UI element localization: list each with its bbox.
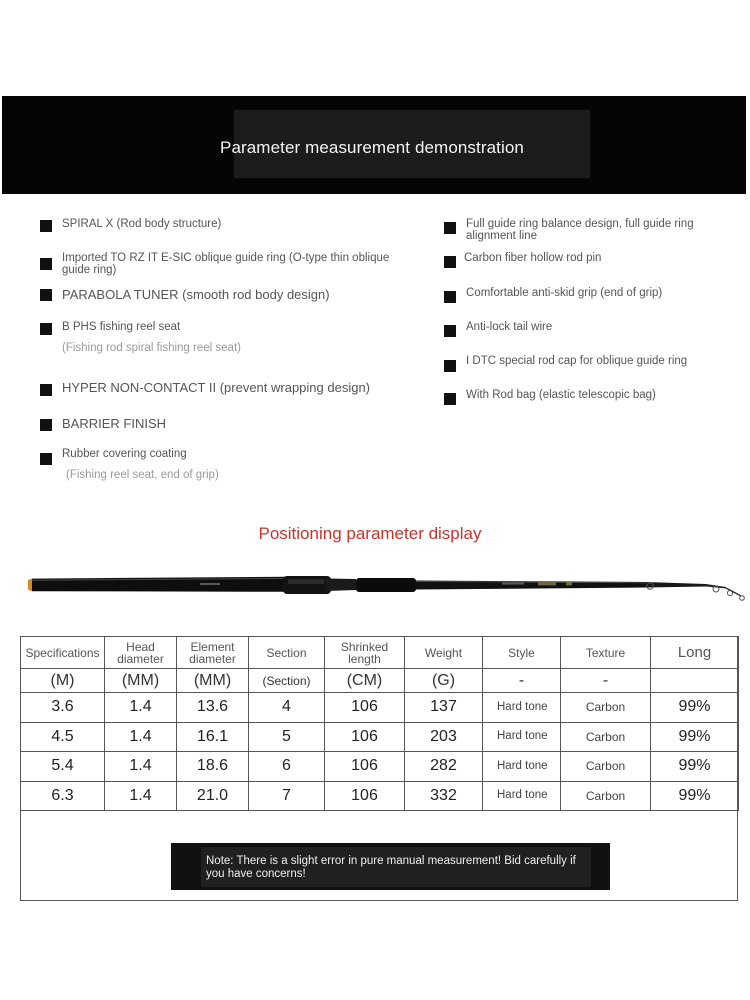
bullet-square-icon [40,220,52,232]
table-cell: 3.6 [21,693,105,723]
feature-text: Comfortable anti-skid grip (end of grip) [466,287,663,299]
feature-text: I DTC special rod cap for oblique guide ring [466,355,688,367]
table-row [21,752,739,782]
feature-text: Imported TO RZ IT E-SIC oblique guide ring (O-type thin oblique guide ring) [62,252,390,276]
bullet-square-icon [444,360,456,372]
table-cell: 18.6 [177,752,249,782]
feature-left-1 [40,218,420,232]
table-cell: Carbon [561,722,651,752]
table-cell: Hard tone [483,781,561,811]
page-title: Parameter measurement demonstration [220,138,524,157]
feature-left-7 [40,448,420,465]
table-row [21,781,739,811]
feature-right-4 [444,321,724,337]
table-cell: 106 [325,752,405,782]
table-unit-row [21,669,739,693]
table-cell: 1.4 [105,781,177,811]
table-cell: 6 [249,752,325,782]
table-cell: Carbon [561,781,651,811]
feature-text: Full guide ring balance design, full guide ring alignment line [466,218,694,242]
bullet-square-icon [40,384,52,396]
column-header: Long [651,637,739,669]
table-cell: 4 [249,693,325,723]
table-cell: 99% [651,781,739,811]
note-text: Note: There is a slight error in pure manual measurement! Bid carefully if you have concerns! [206,855,576,880]
unit-cell: (MM) [177,669,249,693]
table-cell: 99% [651,752,739,782]
table-cell: 203 [405,722,483,752]
rod-guide-ring [740,596,745,601]
unit-cell: (MM) [105,669,177,693]
table-cell: 5 [249,722,325,752]
feature-text: HYPER NON-CONTACT II (prevent wrapping design) [62,380,371,395]
feature-text: Carbon fiber hollow rod pin [464,252,602,264]
table-row [21,693,739,723]
unit-cell: (CM) [325,669,405,693]
table-cell: 1.4 [105,722,177,752]
table-cell: 332 [405,781,483,811]
table-cell: 4.5 [21,722,105,752]
feature-right-3 [444,287,724,303]
feature-left-2 [40,252,420,276]
feature-subtext: (Fishing rod spiral fishing reel seat) [62,342,241,354]
bullet-square-icon [444,256,456,268]
bullet-square-icon [40,453,52,465]
table-cell: 99% [651,693,739,723]
feature-text: Anti-lock tail wire [466,321,553,333]
table-cell: Carbon [561,752,651,782]
table-header-row [21,637,739,669]
bullet-square-icon [40,323,52,335]
table-cell: 13.6 [177,693,249,723]
table-cell: 5.4 [21,752,105,782]
column-header: Weight [405,637,483,669]
fishing-rod-image [26,560,748,610]
feature-right-1 [444,218,719,242]
table-row [21,722,739,752]
column-header: Texture [561,637,651,669]
spec-table [20,636,739,811]
feature-text: Rubber covering coating [62,448,187,460]
bullet-square-icon [40,419,52,431]
column-header: Specifications [21,637,105,669]
table-cell: 137 [405,693,483,723]
feature-right-2 [444,252,724,268]
table-cell: 282 [405,752,483,782]
feature-text: PARABOLA TUNER (smooth rod body design) [62,287,330,302]
bullet-square-icon [444,291,456,303]
feature-text: SPIRAL X (Rod body structure) [62,218,222,230]
rod-reel-seat [283,576,331,594]
bullet-square-icon [40,289,52,301]
table-cell: 1.4 [105,752,177,782]
column-header: Shrinked length [325,637,405,669]
table-cell: 6.3 [21,781,105,811]
table-cell: 106 [325,722,405,752]
column-header: Element diameter [177,637,249,669]
unit-cell: - [561,669,651,693]
column-header: Head diameter [105,637,177,669]
rod-butt-cap [28,579,32,592]
feature-text: BARRIER FINISH [62,416,167,431]
unit-cell: (Section) [249,669,325,693]
feature-left-6 [40,416,420,432]
feature-text: With Rod bag (elastic telescopic bag) [466,389,656,401]
table-cell: Hard tone [483,693,561,723]
bullet-square-icon [40,258,52,270]
header-band [2,96,746,194]
note-box [171,843,610,890]
table-cell: Hard tone [483,752,561,782]
bullet-square-icon [444,325,456,337]
table-cell: Carbon [561,693,651,723]
feature-right-5 [444,355,724,372]
feature-left-3 [40,287,420,303]
table-cell: 99% [651,722,739,752]
unit-cell: (G) [405,669,483,693]
table-cell: 7 [249,781,325,811]
feature-right-6 [444,389,724,405]
table-cell: 106 [325,693,405,723]
table-cell: 16.1 [177,722,249,752]
feature-text: B PHS fishing reel seat [62,321,181,333]
unit-cell: (M) [21,669,105,693]
column-header: Style [483,637,561,669]
table-cell: 1.4 [105,693,177,723]
feature-subtext: (Fishing reel seat, end of grip) [66,469,219,481]
feature-left-4 [40,321,420,335]
table-cell: Hard tone [483,722,561,752]
positioning-title: Positioning parameter display [258,524,482,543]
table-cell: 106 [325,781,405,811]
unit-cell: - [483,669,561,693]
rod-grip [356,578,416,592]
bullet-square-icon [444,222,456,234]
feature-left-5 [40,380,430,396]
unit-cell [651,669,739,693]
table-cell: 21.0 [177,781,249,811]
column-header: Section [249,637,325,669]
bullet-square-icon [444,393,456,405]
